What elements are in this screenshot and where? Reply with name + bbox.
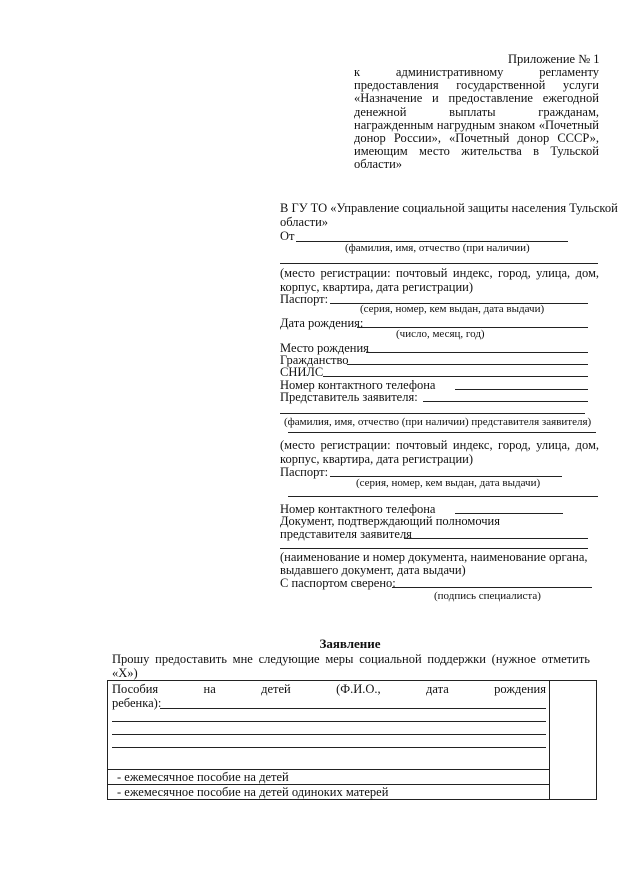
representative-hint: (фамилия, имя, отчество (при наличии) представителя заявителя) [284,416,592,428]
child-benefit-line-2: ребенка): [112,696,162,710]
snils-label: СНИЛС [280,365,324,379]
child-name-field[interactable] [112,721,546,722]
citizenship-field[interactable] [347,364,588,365]
phone-label: Номер контактного телефона [280,378,436,392]
authority-doc-label-2: представителя заявителя [280,527,412,541]
authority-doc-label-1: Документ, подтверждающий полномочия [280,514,500,528]
statement-intro [112,652,590,680]
snils-field[interactable] [323,376,588,377]
statement-intro-line: «Х») [112,666,138,680]
birthplace-label: Место рождения [280,341,369,355]
authority-doc-hint-1: (наименование и номер документа, наименование органа, [280,550,588,564]
appendix-line: имеющим место жительства в Тульской [354,144,599,159]
rep-registration-hint-line: (место регистрации: почтовый индекс, город, улица, дом, [280,438,599,452]
representative-field-2[interactable] [280,413,585,414]
appendix-line: донор России», «Почетный донор СССР», [354,131,599,146]
passport-hint: (серия, номер, кем выдан, дата выдачи) [360,303,545,315]
rep-registration-hint [280,438,599,466]
child-name-field[interactable] [112,734,546,735]
table-row [108,770,597,785]
verified-signature-field[interactable] [392,587,592,588]
citizenship-label: Гражданство [280,353,349,367]
registration-hint [280,266,599,294]
passport-label: Паспорт: [280,292,329,306]
from-label: От [280,229,295,243]
statement-title: Заявление [319,636,381,651]
birthplace-field[interactable] [366,352,588,353]
mark-column[interactable] [550,681,597,800]
representative-label: Представитель заявителя: [280,390,418,404]
from-hint: (фамилия, имя, отчество (при наличии) [345,242,530,254]
support-measures-table [107,680,597,800]
rep-registration-hint-line: корпус, квартира, дата регистрации) [280,452,473,466]
table-row [108,785,597,800]
authority-doc-field[interactable] [404,538,588,539]
rep-phone-label: Номер контактного телефона [280,502,436,516]
appendix-title: Приложение № 1 [508,52,600,66]
appendix-line: награжденным нагрудным знаком «Почетный [354,117,599,132]
child-benefit-cell [108,681,550,770]
statement-intro-line: Прошу предоставить мне следующие меры социальной поддержки (нужное отметить [112,652,590,666]
authority-doc-field-2[interactable] [280,548,588,549]
from-field-2[interactable] [280,263,598,264]
phone-field[interactable] [455,389,588,390]
birthdate-hint: (число, месяц, год) [396,328,485,340]
appendix-line: области» [354,157,403,172]
verified-hint: (подпись специалиста) [434,590,541,602]
child-benefit-line-1: Пособия на детей (Ф.И.О., дата рождения [112,682,546,696]
registration-hint-line: (место регистрации: почтовый индекс, город, улица, дом, [280,266,599,280]
authority-doc-hint-2: выдавшего документ, дата выдачи) [280,563,466,577]
addressee-line-1: В ГУ ТО «Управление социальной защиты населения Тульской [280,201,618,215]
monthly-single-mothers-cell[interactable] [108,785,550,800]
appendix-line: предоставления государственной услуги [354,78,599,93]
appendix-line: к административному регламенту [354,65,599,79]
rep-passport-hint: (серия, номер, кем выдан, дата выдачи) [356,477,541,489]
appendix-line: «Назначение и предоставление ежегодной [354,91,599,106]
registration-hint-line: корпус, квартира, дата регистрации) [280,280,473,294]
verified-label: С паспортом сверено: [280,576,396,590]
addressee-line-2: области» [280,215,329,229]
rep-registration-field[interactable] [288,432,596,433]
monthly-child-cell[interactable] [108,770,550,785]
appendix-text [354,66,599,172]
rep-passport-label: Паспорт: [280,465,329,479]
appendix-line: денежной выплаты гражданам, [354,104,599,119]
birthdate-label: Дата рождения: [280,316,364,330]
representative-field[interactable] [423,401,588,402]
rep-passport-field-2[interactable] [288,496,598,497]
child-name-field[interactable] [160,708,546,709]
child-name-field[interactable] [112,747,546,748]
monthly-single-mothers-label: - ежемесячное пособие на детей одиноких матерей [117,785,389,799]
table-row [108,681,597,770]
monthly-child-label: - ежемесячное пособие на детей [117,770,289,784]
